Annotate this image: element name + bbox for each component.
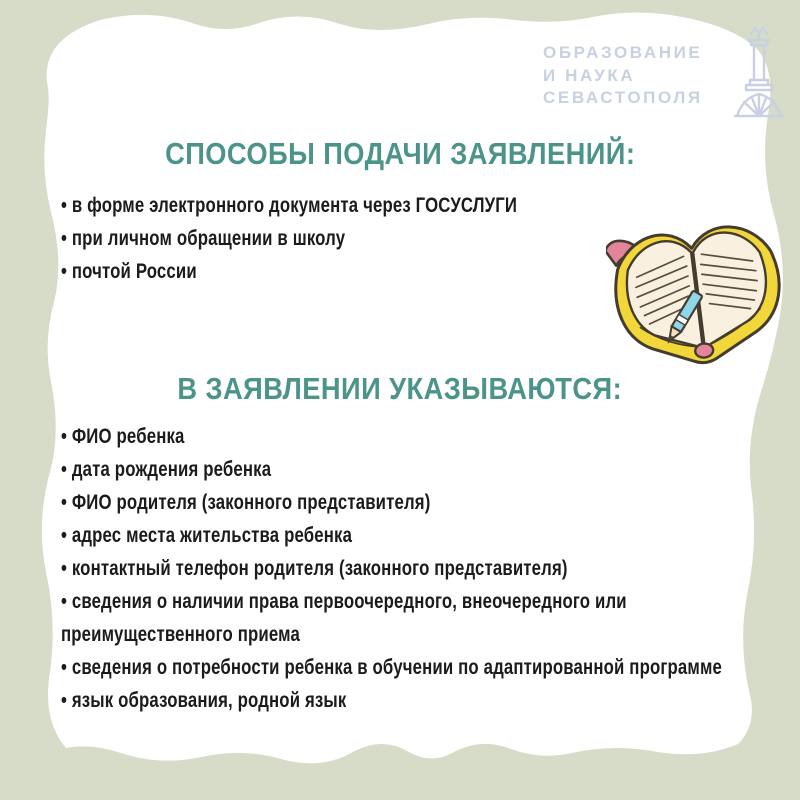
monument-capital bbox=[749, 40, 769, 45]
sevastopol-monument-icon bbox=[729, 24, 789, 120]
list-item: • сведения о потребности ребенка в обучении по адаптированной программе bbox=[61, 655, 723, 679]
section-1-title-row bbox=[0, 134, 800, 174]
list-item: • почтой России bbox=[61, 259, 197, 283]
list-item: • язык образования, родной язык bbox=[61, 688, 347, 712]
section-2-title: В ЗАЯВЛЕНИИ УКАЗЫВАЮТСЯ: bbox=[177, 371, 623, 406]
book-clasp bbox=[694, 343, 714, 359]
logo-line-2: И НАУКА bbox=[543, 65, 636, 85]
monument-rock bbox=[735, 94, 783, 116]
section-1-title: СПОСОБЫ ПОДАЧИ ЗАЯВЛЕНИЙ: bbox=[164, 136, 636, 171]
section-2-list bbox=[61, 420, 747, 717]
monument-shaft bbox=[754, 45, 764, 80]
monument-base bbox=[746, 80, 772, 90]
list-item: • адрес места жительства ребенка bbox=[61, 523, 353, 547]
open-book-illustration bbox=[606, 210, 788, 374]
section-2-title-row bbox=[0, 369, 800, 409]
logo-line-1: ОБРАЗОВАНИЕ bbox=[543, 43, 703, 62]
list-item: • контактный телефон родителя (законного представителя) bbox=[61, 556, 568, 580]
list-item: • в форме электронного документа через ГОСУСЛУГИ bbox=[61, 193, 518, 217]
list-item: • при личном обращении в школу bbox=[61, 226, 346, 250]
list-item: • сведения о наличии права первоочередного, внеочередного или преимущественного приема bbox=[61, 589, 627, 646]
list-item: • дата рождения ребенка bbox=[61, 457, 272, 481]
logo-line-3: СЕВАСТОПОЛЯ bbox=[543, 88, 703, 107]
list-item: • ФИО родителя (законного представителя) bbox=[61, 490, 431, 514]
org-logo bbox=[543, 42, 743, 110]
list-item: • ФИО ребенка bbox=[61, 424, 185, 448]
